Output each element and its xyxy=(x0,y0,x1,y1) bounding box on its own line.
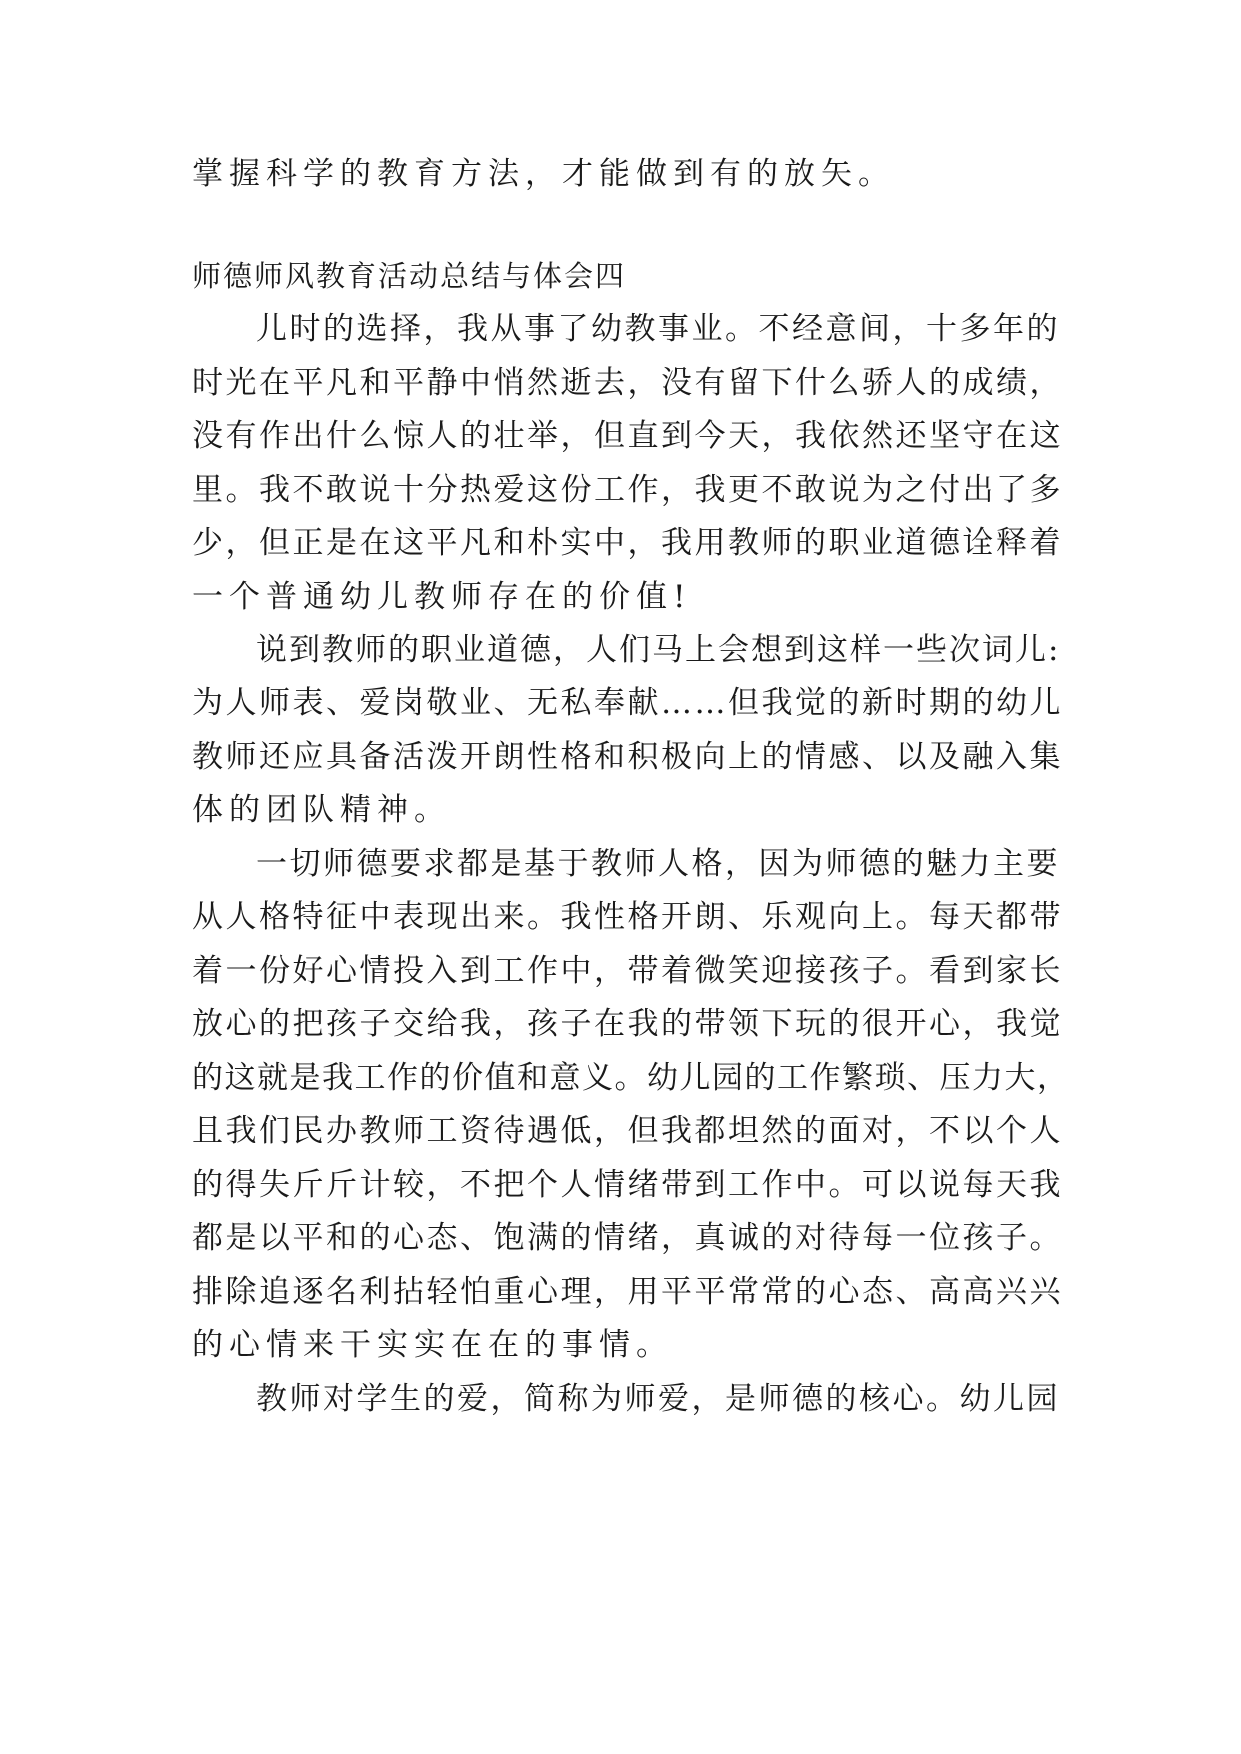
text-line: 少，但正是在这平凡和朴实中，我用教师的职业道德诠释着 xyxy=(192,525,1063,561)
text-line: 体的团队精神。 xyxy=(192,792,451,828)
section-heading: 师德师风教育活动总结与体会四 xyxy=(192,259,627,293)
text-line: 放心的把孩子交给我，孩子在我的带领下玩的很开心，我觉 xyxy=(192,1006,1063,1042)
text-line: 的心情来干实实在在的事情。 xyxy=(192,1327,673,1363)
text-line: 着一份好心情投入到工作中，带着微笑迎接孩子。看到家长 xyxy=(192,953,1063,989)
text-line: 的这就是我工作的价值和意义。幼儿园的工作繁琐、压力大， xyxy=(192,1060,1070,1096)
text-line: 没有作出什么惊人的壮举，但直到今天，我依然还坚守在这 xyxy=(192,418,1063,454)
text-line: 说到教师的职业道德，人们马上会想到这样一些次词儿: xyxy=(256,632,1061,668)
text-line: 的得失斤斤计较，不把个人情绪带到工作中。可以说每天我 xyxy=(192,1167,1063,1203)
text-line: 从人格特征中表现出来。我性格开朗、乐观向上。每天都带 xyxy=(192,899,1063,935)
text-line: 为人师表、爱岗敬业、无私奉献……但我觉的新时期的幼儿 xyxy=(192,685,1063,721)
text-line: 教师还应具备活泼开朗性格和积极向上的情感、以及融入集 xyxy=(192,739,1063,775)
text-line: 且我们民办教师工资待遇低，但我都坦然的面对，不以个人 xyxy=(192,1113,1063,1149)
text-line: 教师对学生的爱，简称为师爱，是师德的核心。幼儿园 xyxy=(256,1381,1060,1417)
text-line: 里。我不敢说十分热爱这份工作，我更不敢说为之付出了多 xyxy=(192,472,1063,508)
text-line: 一切师德要求都是基于教师人格，因为师德的魅力主要 xyxy=(256,846,1060,882)
text-line: 时光在平凡和平静中悄然逝去，没有留下什么骄人的成绩， xyxy=(192,365,1063,401)
text-line: 一个普通幼儿教师存在的价值! xyxy=(192,579,692,615)
text-line: 掌握科学的教育方法，才能做到有的放矢。 xyxy=(192,156,895,192)
text-line: 都是以平和的心态、饱满的情绪，真诚的对待每一位孩子。 xyxy=(192,1220,1063,1256)
text-line: 排除追逐名利拈轻怕重心理，用平平常常的心态、高高兴兴 xyxy=(192,1274,1063,1310)
text-line: 儿时的选择，我从事了幼教事业。不经意间，十多年的 xyxy=(256,311,1060,347)
